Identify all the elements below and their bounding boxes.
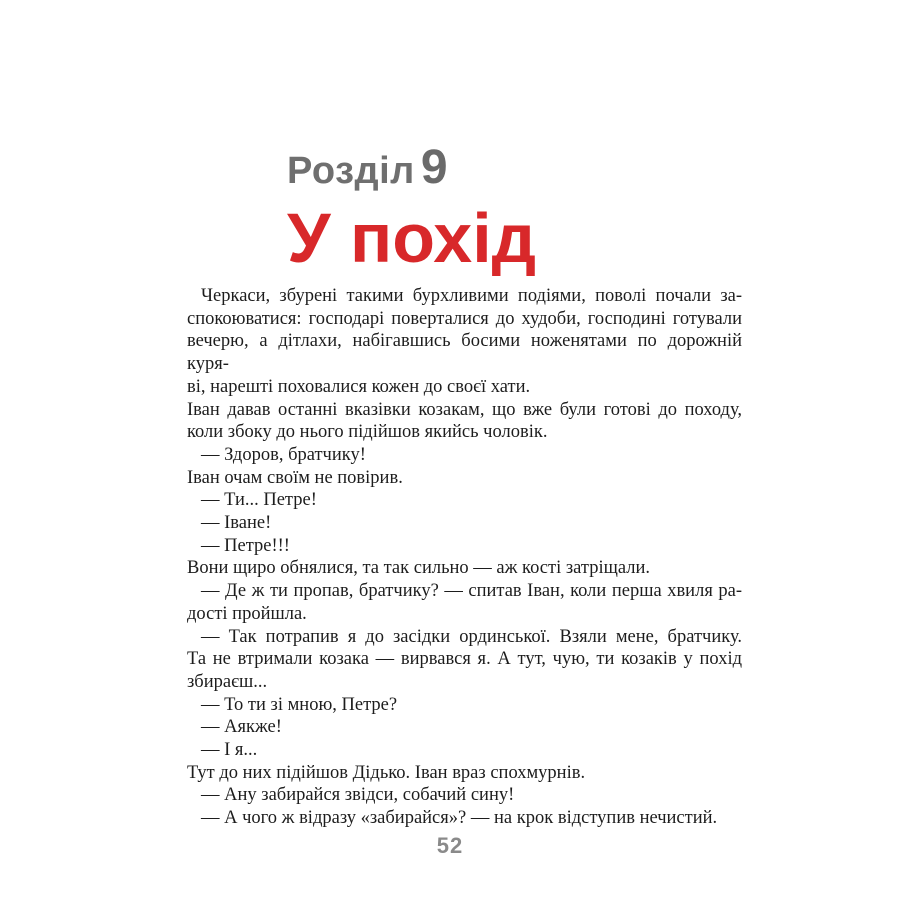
- text-line: Та не втримали козака — вирвався я. А тут, чую, ти козаків у похід: [187, 649, 742, 670]
- text-line: Черкаси, збурені такими бурхливими подіями, поволі почали за-: [201, 286, 742, 306]
- text-line: Вони щиро обнялися, та так сильно — аж кості затріщали.: [187, 558, 650, 579]
- page-number: 52: [436, 833, 464, 858]
- text-line: — Здоров, братчику!: [201, 444, 366, 465]
- text-line: — Іване!: [201, 513, 272, 534]
- text-line: — Де ж ти пропав, братчику? — спитав Іван, коли перша хвиля ра-: [201, 581, 742, 602]
- text-line: коли збоку до нього підійшов якийсь чоловік.: [187, 422, 548, 443]
- text-line: збираєш...: [187, 671, 268, 692]
- text-line: — Так потрапив я до засідки ординської. Взяли мене, братчику.: [201, 626, 742, 647]
- body-text: [187, 285, 742, 830]
- text-line: — А чого ж відразу «забирайся»? — на крок відступив нечистий.: [201, 808, 718, 829]
- chapter-number: 9: [420, 141, 449, 194]
- text-line: — Ти... Петре!: [201, 490, 317, 511]
- text-line: спокоюватися: господарі поверталися до худоби, господині готували: [187, 308, 742, 329]
- text-line: — Ану забирайся звідси, собачий сину!: [201, 785, 515, 806]
- text-line: вечерю, а дітлахи, набігавшись босими ноженятами по дорожній куря-: [187, 331, 742, 375]
- text-line: — Аякже!: [201, 717, 282, 738]
- text-line: Тут до них підійшов Дідько. Іван враз спохмурнів.: [187, 762, 586, 783]
- text-line: — Петре!!!: [201, 535, 290, 556]
- text-line: — І я...: [201, 740, 258, 761]
- text-line: — То ти зі мною, Петре?: [201, 694, 398, 715]
- chapter-title: У похід: [287, 199, 537, 277]
- text-line: Іван очам своїм не повірив.: [187, 467, 403, 488]
- text-line: дості пройшла.: [187, 603, 307, 624]
- text-line: ві, нарешті поховалися кожен до своєї хати.: [187, 376, 531, 397]
- chapter-label: [287, 140, 448, 195]
- text-line: Іван давав останні вказівки козакам, що вже були готові до походу,: [187, 399, 742, 420]
- chapter-label-text: Розділ: [287, 150, 415, 192]
